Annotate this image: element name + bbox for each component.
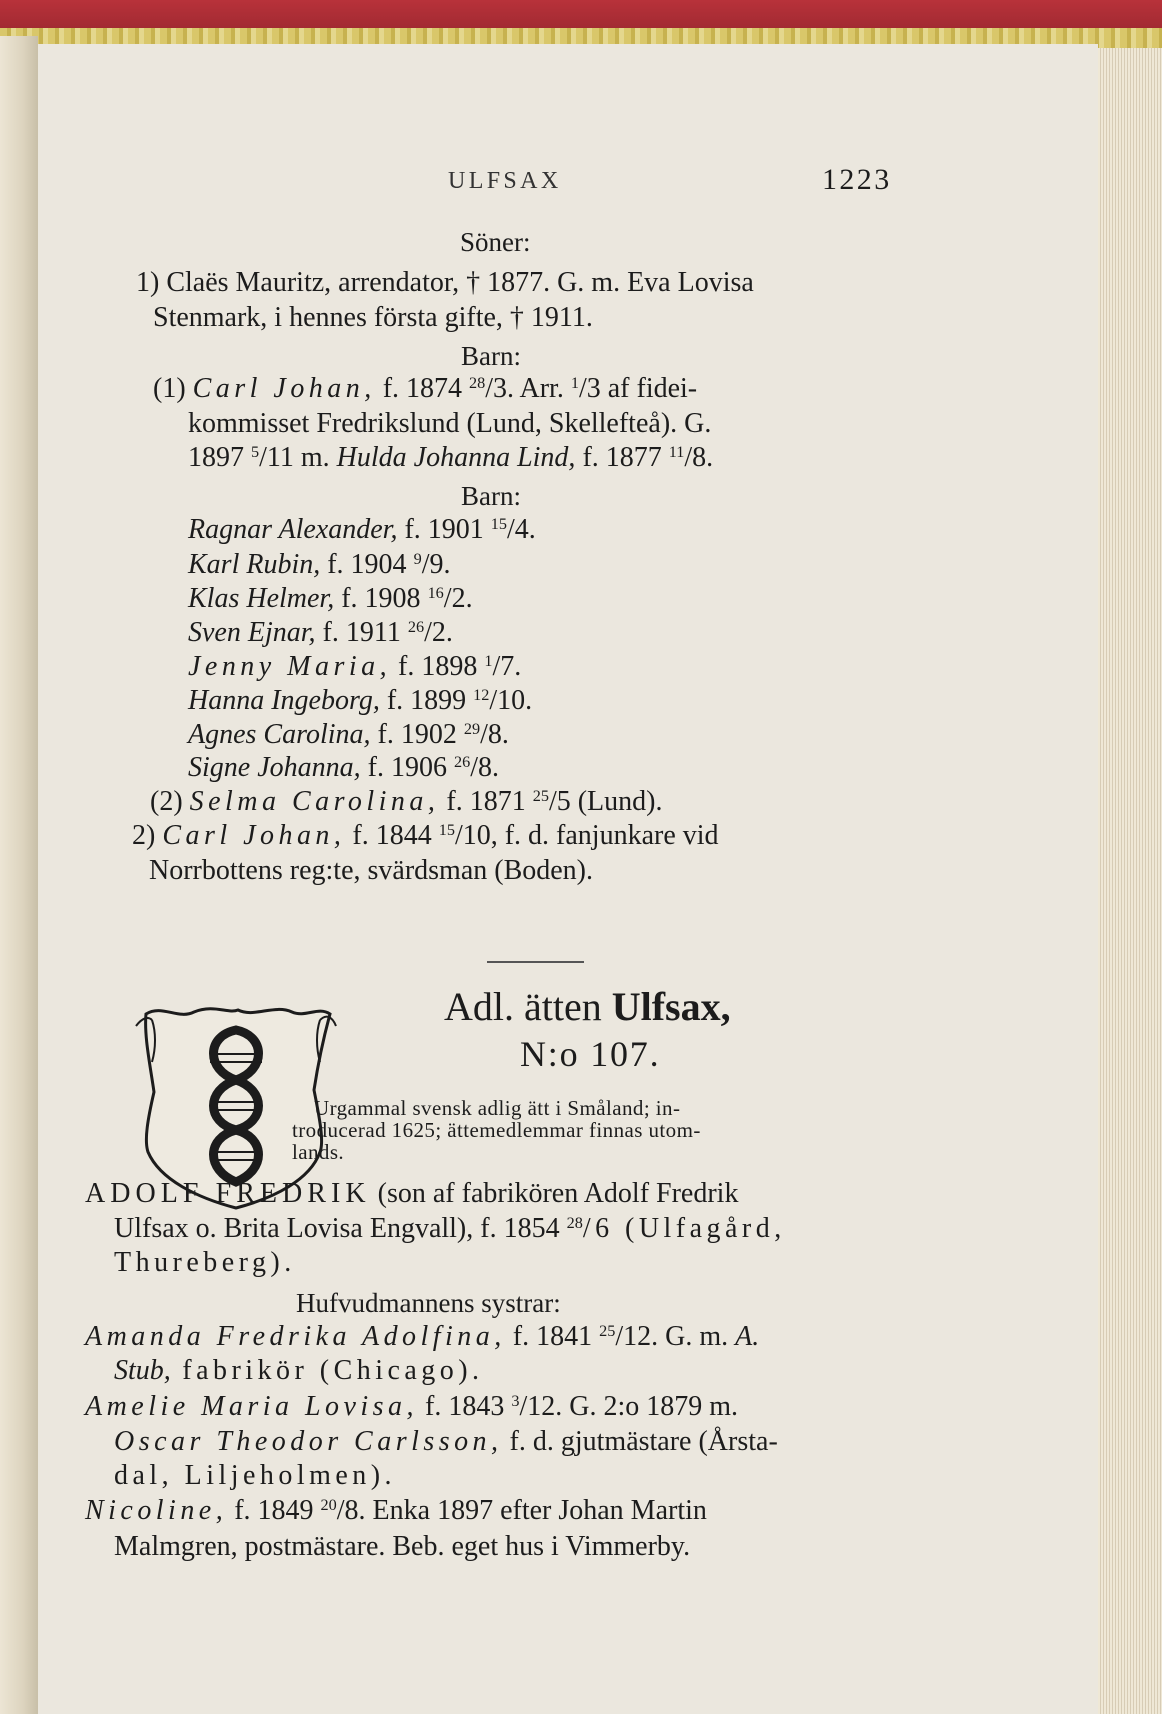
page-number: 1223 (822, 163, 892, 196)
selma-carolina: (2) Selma Carolina, f. 1871 $^{25}$/5 (Lund). (150, 786, 663, 817)
adolf-line-1: ADOLF FREDRIK (son af fabrikören Adolf Fredrik (85, 1178, 739, 1209)
son1-line-1: 1) Claës Mauritz, arrendator, † 1877. G. m. Eva Lovisa (136, 267, 754, 298)
oscar-line-1: Oscar Theodor Carlsson, f. d. gjutmästare (Årsta- (114, 1426, 778, 1457)
spine-gutter (0, 36, 38, 1714)
nicoline-line-2: Malmgren, postmästare. Beb. eget hus i Vimmerby. (114, 1531, 691, 1562)
systrar-heading: Hufvudmannens systrar: (296, 1288, 561, 1318)
adolf-line-3: Thureberg). (114, 1247, 296, 1278)
page-edges (1092, 48, 1162, 1714)
adolf-line-2: Ulfsax o. Brita Lovisa Engvall), f. 1854 $^{28}$/6 (Ulfagård, (114, 1213, 786, 1244)
section-rule (487, 961, 584, 963)
carl-johan-line-2: kommisset Fredrikslund (Lund, Skellefteå). G. (188, 408, 712, 439)
son2-line-1: 2) Carl Johan, f. 1844 $^{15}$/10, f. d. fanjunkare vid (132, 820, 719, 851)
barn-heading: Barn: (461, 341, 521, 371)
child-karl: Karl Rubin, f. 1904 $^9$/9. (188, 549, 451, 580)
child-jenny: Jenny Maria, f. 1898 $^1$/7. (188, 651, 522, 682)
family-title: Adl. ätten Ulfsax, (444, 984, 731, 1029)
oscar-line-2: dal, Liljeholmen). (114, 1460, 397, 1491)
child-ragnar: Ragnar Alexander, f. 1901 $^{15}$/4. (188, 514, 536, 545)
soner-heading: Söner: (460, 227, 531, 257)
child-agnes: Agnes Carolina, f. 1902 $^{29}$/8. (188, 719, 509, 750)
son1-line-2: Stenmark, i hennes första gifte, † 1911. (153, 302, 593, 333)
family-desc-line-2: troducerad 1625; ättemedlemmar finnas utom- (292, 1118, 701, 1142)
running-title: ULFSAX (448, 168, 562, 194)
child-klas: Klas Helmer, f. 1908 $^{16}$/2. (188, 583, 473, 614)
family-desc-line-3: lands. (292, 1140, 345, 1164)
carl-johan-line-1: (1) Carl Johan, f. 1874 $^{28}$/3. Arr. $^1$/3 af fidei- (153, 373, 698, 404)
amanda-line-1: Amanda Fredrika Adolfina, f. 1841 $^{25}$/12. G. m. A. (85, 1321, 760, 1352)
son2-line-2: Norrbottens reg:te, svärdsman (Boden). (149, 855, 593, 886)
child-sven: Sven Ejnar, f. 1911 $^{26}$/2. (188, 617, 453, 648)
book-page (38, 44, 1098, 1714)
child-hanna: Hanna Ingeborg, f. 1899 $^{12}$/10. (188, 685, 533, 716)
family-desc-line-1: Urgammal svensk adlig ätt i Småland; in- (314, 1096, 681, 1120)
nicoline-line-1: Nicoline, f. 1849 $^{20}$/8. Enka 1897 efter Johan Martin (85, 1495, 707, 1526)
amanda-line-2: Stub, fabrikör (Chicago). (114, 1355, 484, 1386)
amelie-line-1: Amelie Maria Lovisa, f. 1843 $^3$/12. G. 2:o 1879 m. (85, 1391, 739, 1422)
carl-johan-line-3: 1897 $^5$/11 m. Hulda Johanna Lind, f. 1877 $^{11}$/8. (188, 442, 714, 473)
barn-heading-2: Barn: (461, 481, 521, 511)
child-signe: Signe Johanna, f. 1906 $^{26}$/8. (188, 752, 499, 783)
family-number: N:o 107. (520, 1034, 661, 1074)
